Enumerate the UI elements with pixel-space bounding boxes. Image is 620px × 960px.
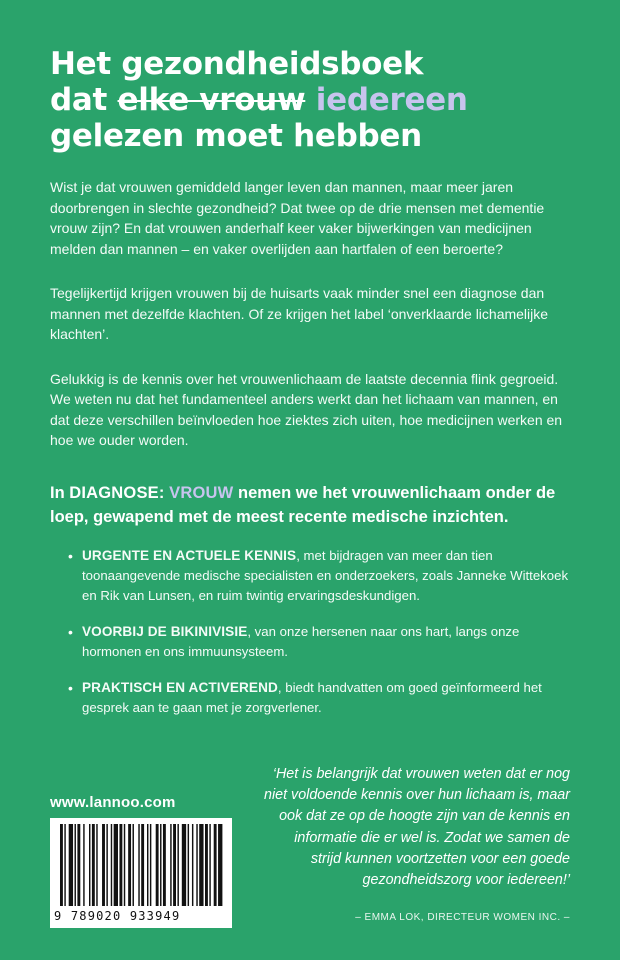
feature-text: , van onze hersenen naar ons hart, langs onze hormonen en ons immuunsysteem. — [82, 624, 520, 659]
headline-line-1: Het gezondheidsboek — [50, 46, 424, 82]
barcode-bars — [50, 818, 232, 910]
feature-item — [68, 546, 578, 606]
feature-text: , met bijdragen van meer dan tien toonaangevende medische specialisten en onderzoekers, zoals Janneke Wittekoek en Rik van Lunsen, en ruim twintig ervaringsdeskundigen. — [82, 548, 569, 603]
feature-title: URGENTE EN ACTUELE KENNIS — [82, 548, 297, 563]
barcode — [50, 818, 232, 928]
intro-paragraph-2: Tegelijkertijd krijgen vrouwen bij de huisarts vaak minder snel een diagnose dan mannen met dezelfde klachten. Of ze krijgen het label ‘onverklaarde lichamelijke klachten’. — [50, 285, 549, 342]
quote-attribution: – EMMA LOK, DIRECTEUR WOMEN INC. – — [355, 912, 570, 923]
lead-prefix: In — [50, 484, 70, 502]
intro-paragraph-3: Gelukkig is de kennis over het vrouwenlichaam de laatste decennia flink gegroeid. We weten nu dat het fundamenteel anders werkt dan het lichaam van mannen, en dat deze verschillen beïnvloeden hoe ziektes zich uiten, hoe medicijnen werken en hoe we ouder worden. — [50, 370, 563, 448]
bullet-icon: • — [68, 680, 73, 696]
feature-item — [68, 678, 578, 718]
feature-item — [68, 622, 578, 662]
review-quote: ‘Het is belangrijk dat vrouwen weten dat er nog niet voldoende kennis over hun lichaam is, maar ook dat ze op de hoogte zijn van de kennis en informatie die er wel is. Zodat we samen de strijd kunnen voortzetten voor een goede gezondheidszorg voor iedereen!’ — [264, 766, 570, 889]
isbn-number: 9 789020 933949 — [54, 909, 181, 923]
headline-prefix: dat — [50, 82, 118, 118]
headline-line-3: gelezen moet hebben — [50, 118, 422, 154]
intro-paragraph-1: Wist je dat vrouwen gemiddeld langer leven dan mannen, maar meer jaren doorbrengen in slechte gezondheid? Dat twee op de drie mensen met dementie vrouw zijn? En dat vrouwen anderhalf keer vaker bijwerkingen van medicijnen melden dan mannen – en vaker overlijden aan hartfalen of een beroerte? — [50, 179, 545, 257]
feature-title: PRAKTISCH EN ACTIVEREND — [82, 680, 278, 695]
headline-accent-text: iedereen — [315, 82, 468, 118]
book-title-part-2: VROUW — [169, 484, 234, 502]
book-title-part-1: DIAGNOSE: — [69, 484, 165, 502]
headline — [50, 46, 590, 154]
bullet-icon: • — [68, 624, 73, 640]
publisher-website: www.lannoo.com — [50, 794, 176, 811]
intro-text — [50, 177, 570, 475]
feature-title: VOORBIJ DE BIKINIVISIE — [82, 624, 248, 639]
headline-struck-text: elke vrouw — [117, 82, 306, 118]
lead-statement — [50, 481, 590, 529]
feature-list — [68, 546, 578, 734]
bullet-icon: • — [68, 548, 73, 564]
headline-line-2 — [50, 82, 590, 118]
feature-text: , biedt handvatten om goed geïnformeerd het gesprek aan te gaan met je zorgverlener. — [82, 680, 542, 715]
lead-suffix: nemen we het vrouwenlichaam onder de loep, gewapend met de meest recente medische inzichten. — [50, 484, 556, 526]
